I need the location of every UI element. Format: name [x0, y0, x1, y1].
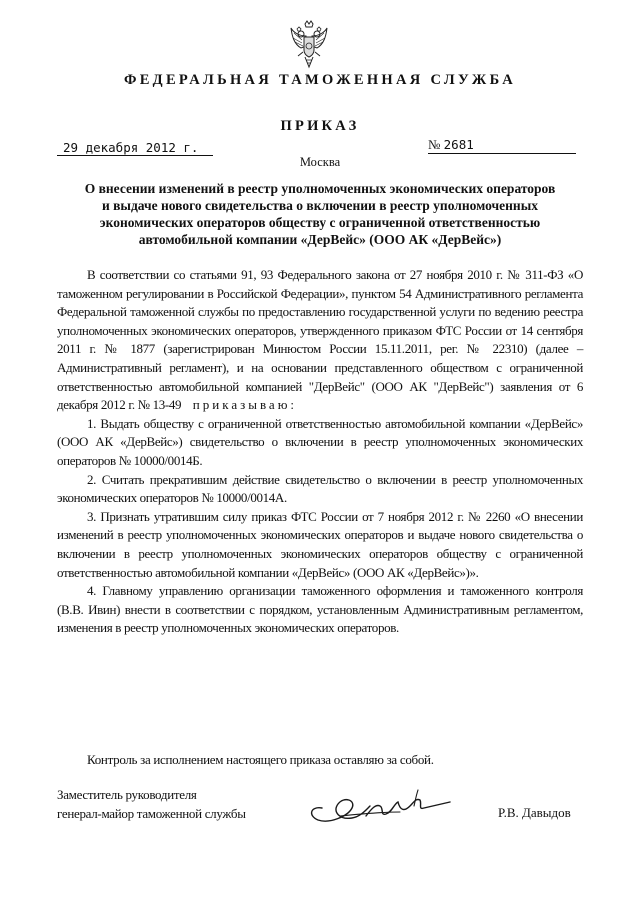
coat-of-arms-icon [289, 20, 329, 70]
title-line: и выдаче нового свидетельства о включении в реестр уполномоченных [101, 198, 538, 213]
order-item-2: 2. Считать прекратившим действие свидетельство о включении в реестр уполномоченных экономических операторов № 10000/0014А. [57, 471, 583, 506]
signer-position-line: генерал-майор таможенной службы [57, 805, 246, 821]
preamble-paragraph [57, 266, 583, 415]
control-statement: Контроль за исполнением настоящего приказа оставляю за собой. [87, 752, 434, 767]
signer-position [57, 786, 317, 823]
document-number [428, 137, 576, 154]
title-line: автомобильной компании «ДерВейс» (ООО АК «ДерВейс») [138, 232, 502, 247]
order-item-4: 4. Главному управлению организации таможенного оформления и таможенного контроля (В.В. Ивин) внести в соответствии с порядком, установленным Административным регламентом, изменения в реестр уполномоченных экономических операторов. [57, 583, 583, 636]
document-title [70, 180, 570, 248]
title-line: О внесении изменений в реестр уполномоченных экономических операторов [84, 181, 556, 196]
document-city: Москва [299, 155, 341, 169]
order-item-1: 1. Выдать обществу с ограниченной ответственностью автомобильной компании «ДерВейс» (ООО АК «ДерВейс») свидетельство о включении в реестр уполномоченных экономических операторов № 10000/0014Б. [57, 415, 583, 468]
signer-position-line: Заместитель руководителя [57, 787, 197, 802]
number-value: 2681 [443, 137, 474, 152]
agency-name: ФЕДЕРАЛЬНАЯ ТАМОЖЕННАЯ СЛУЖБА [123, 72, 517, 88]
preamble-text: В соответствии со статьями 91, 93 Федерального закона от 27 ноября 2010 г. № 311-ФЗ «О таможенном регулировании в Российской Федерации», пунктом 54 Административного регламента Федеральной таможенной службы по предоставлению государственной услуги по ведению реестра уполномоченных экономических операторов, утвержденного приказом ФТС России от 14 сентября 2011 г. № 1877 (зарегистрирован Минюстом России 15.11.2011, рег. № 22310) (далее – Административный регламент), и на основании представленного обществом с ограниченной ответственностью автомобильной компанией "ДерВейс" (ООО АК "ДерВейс") заявления от 6 декабря 2012 г. № 13-49 [57, 267, 583, 413]
document-type: ПРИКАЗ [280, 118, 360, 134]
document-date: 29 декабря 2012 г. [57, 141, 213, 156]
handwritten-signature-icon [300, 786, 470, 842]
order-item-3: 3. Признать утратившим силу приказ ФТС России от 7 ноября 2012 г. № 2260 «О внесении изменений в реестр уполномоченных экономических операторов и выдаче нового свидетельства о включении в реестр уполномоченных экономических операторов обществу с ограниченной ответственностью автомобильной компании «ДерВейс» (ООО АК «ДерВейс»)». [57, 508, 583, 580]
title-line: экономических операторов обществу с ограниченной ответственностью [99, 215, 541, 230]
order-word: приказываю: [192, 397, 298, 413]
signer-name: Р.В. Давыдов [498, 805, 571, 820]
number-sign: № [428, 137, 441, 152]
document-body [57, 266, 583, 638]
